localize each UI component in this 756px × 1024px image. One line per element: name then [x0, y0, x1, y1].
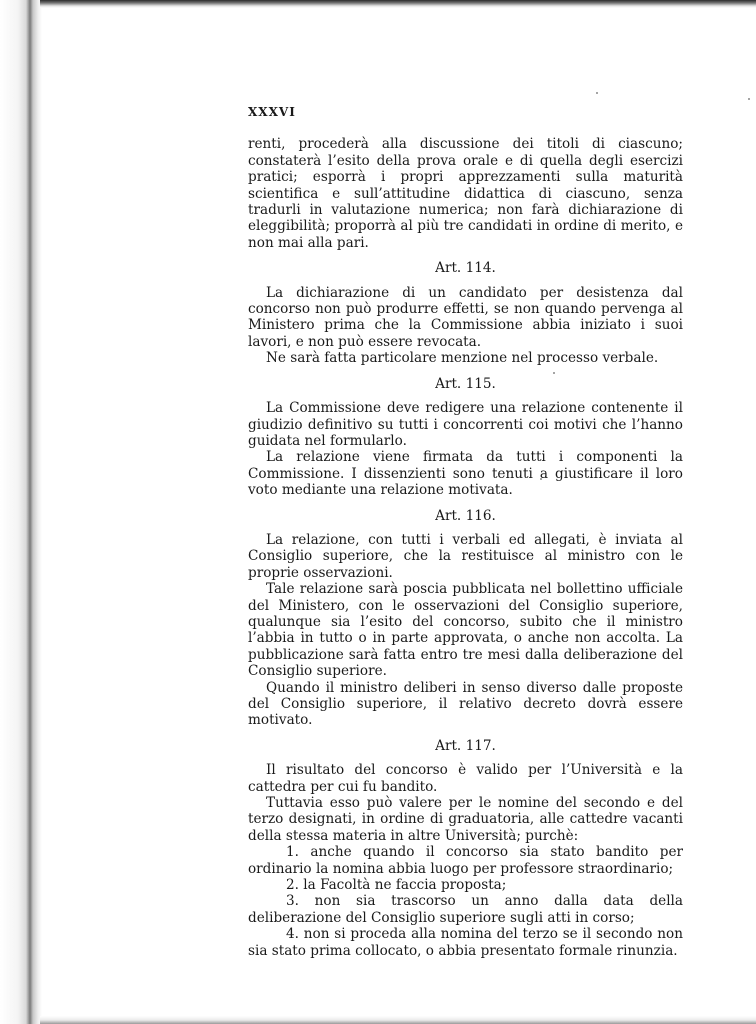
- scan-speck: [748, 98, 750, 100]
- article-116-paragraph: La relazione, con tutti i verbali ed allegati, è inviata al Consiglio superiore, che la restituisce al ministro con le proprie osservazioni.: [248, 531, 683, 581]
- article-116-paragraph: Quando il ministro deliberi in senso diverso dalle proposte del Consiglio superiore, il relativo decreto dovrà essere motivato.: [248, 679, 683, 729]
- article-117-list-item: 2. la Facoltà ne faccia proposta;: [286, 877, 507, 894]
- scan-top-edge: [40, 0, 756, 8]
- article-117-list-item: 4. non si proceda alla nomina del terzo se il secondo non sia stato prima collocato, o abbia presentato formale rinunzia.: [248, 926, 683, 959]
- article-117-heading: Art. 117.: [435, 737, 496, 754]
- article-115-paragraph: La relazione viene firmata da tutti i componenti la Commissione. I dissenzienti sono tenuti a giustificare il loro voto mediante una relazione motivata.: [248, 449, 683, 499]
- article-115-heading: Art. 115.: [435, 375, 496, 392]
- article-114-paragraph: Ne sarà fatta particolare menzione nel processo verbale.: [266, 350, 659, 367]
- scan-speck: [596, 92, 598, 94]
- article-117-paragraph: Il risultato del concorso è valido per l’Università e la cattedra per cui fu bandito.: [248, 762, 683, 795]
- article-117-paragraph: Tuttavia esso può valere per le nomine del secondo e del terzo designati, in ordine di graduatoria, alle cattedre vacanti della stessa materia in altre Università; purchè:: [248, 795, 683, 844]
- article-117-list-item: 1. anche quando il concorso sia stato bandito per ordinario la nomina abbia luogo per professore straordinario;: [248, 844, 683, 877]
- article-116-paragraph: Tale relazione sarà poscia pubblicata nel bollettino ufficiale del Ministero, con le osservazioni del Consiglio superiore, qualunque sia l’esito del concorso, subito che il ministro l’abbia in tutto o in parte approvata, o anche non accolta. La pubblicazione sarà fatta entro tre mesi dalla deliberazione del Consiglio superiore.: [248, 581, 683, 680]
- scan-bottom-edge: [40, 1016, 756, 1024]
- article-116-heading: Art. 116.: [435, 507, 496, 524]
- article-117-list-item: 3. non sia trascorso un anno dalla data della deliberazione del Consiglio superiore sugli atti in corso;: [248, 893, 683, 926]
- article-115-paragraph: La Commissione deve redigere una relazione contenente il giudizio definitivo su tutti i concorrenti coi motivi che l’hanno guidata nel formularlo.: [248, 400, 683, 449]
- article-114-heading: Art. 114.: [435, 260, 496, 277]
- page-number: XXXVI: [248, 105, 296, 119]
- article-114-paragraph: La dichiarazione di un candidato per desistenza dal concorso non può produrre effetti, se non quando pervenga al Ministero prima che la Commissione abbia iniziato i suoi lavori, e non può essere revocata.: [248, 284, 683, 350]
- scan-binding-edge: [0, 0, 42, 1024]
- intro-paragraph: renti, procederà alla discussione dei titoli di ciascuno; constaterà l’esito della prova orale e di quella degli esercizi pratici; esporrà i propri apprezzamenti sulla maturità scientifica e sull’attitudine didattica di ciascuno, senza tradurli in valutazione numerica; non farà dichiarazione di eleggibilità; proporrà al più tre candidati in ordine di merito, e non mai alla pari.: [248, 136, 683, 251]
- document-page: [248, 104, 683, 959]
